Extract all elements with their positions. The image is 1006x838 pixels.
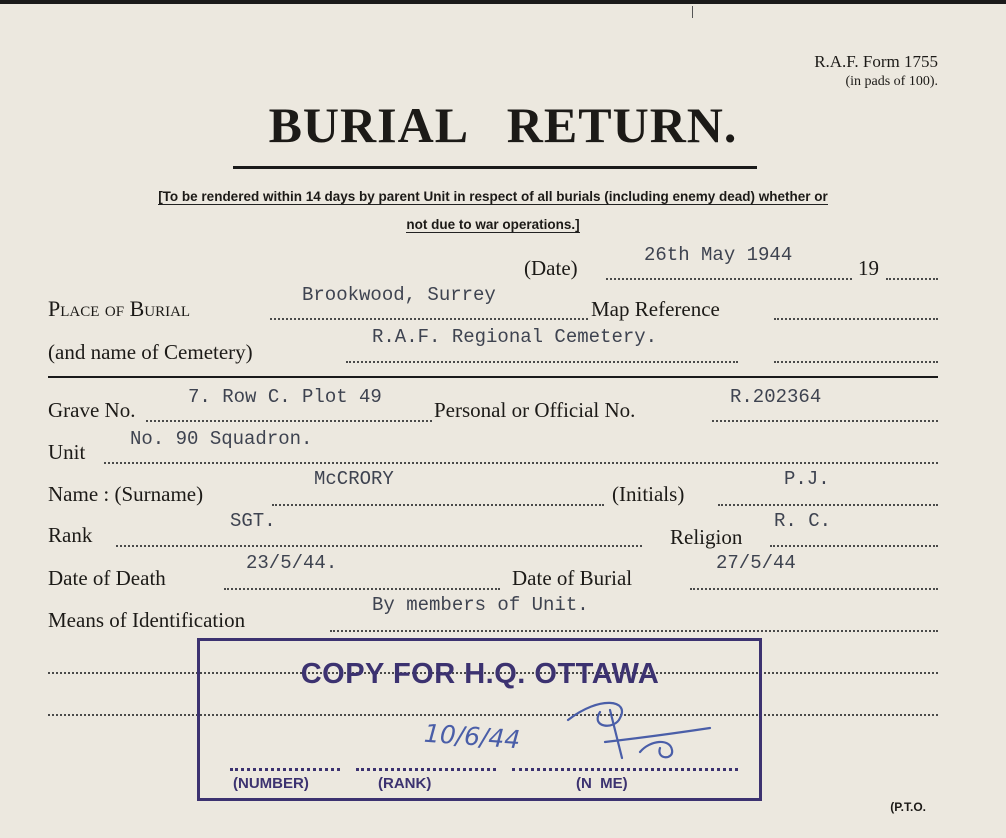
religion-label: Religion <box>670 525 743 549</box>
cemetery-dots-right <box>774 361 938 363</box>
date-of-death-value: 23/5/44. <box>246 552 338 574</box>
date-of-burial-label: Date of Burial <box>512 566 633 590</box>
name-stamp-dots <box>512 768 738 771</box>
stamp-title: COPY FOR H.Q. OTTAWA <box>300 658 660 690</box>
rank-stamp-dots <box>356 768 496 771</box>
unit-value: No. 90 Squadron. <box>130 428 313 450</box>
religion-value: R. C. <box>774 510 832 532</box>
surname-dots <box>272 504 604 506</box>
date-of-burial-value: 27/5/44 <box>716 552 796 574</box>
personal-no-dots <box>712 420 938 422</box>
surname-label: Name : (Surname) <box>48 482 204 506</box>
handwritten-date: 10/6/44 <box>423 718 522 755</box>
form-pads-note: (in pads of 100). <box>845 74 938 89</box>
pto-note: (P.T.O. <box>890 800 926 814</box>
surname-value: McCRORY <box>314 468 394 490</box>
stamp-number-label: (NUMBER) <box>233 775 309 792</box>
unit-dots <box>104 462 938 464</box>
initials-dots <box>718 504 938 506</box>
stamp-name-label: (N ME) <box>576 775 628 792</box>
date-value: 26th May 1944 <box>644 244 793 266</box>
identification-label: Means of Identification <box>48 608 246 632</box>
unit-label: Unit <box>48 440 86 464</box>
instruction-line-1: [To be rendered within 14 days by parent Unit in respect of all burials (including enemy dead) whether or <box>158 189 828 204</box>
rank-value: SGT. <box>230 510 276 532</box>
form-number-block <box>814 52 938 92</box>
form-number: R.A.F. Form 1755 <box>814 52 938 71</box>
edge-mark <box>692 6 693 18</box>
cemetery-value: R.A.F. Regional Cemetery. <box>372 326 658 348</box>
grave-no-value: 7. Row C. Plot 49 <box>188 386 382 408</box>
date-of-burial-dots <box>690 588 938 590</box>
personal-no-label: Personal or Official No. <box>434 398 636 422</box>
page-title: BURIAL RETURN. <box>268 97 738 153</box>
map-reference-dots <box>774 318 938 320</box>
stamp-rank-label: (RANK) <box>378 775 432 792</box>
religion-dots <box>770 545 938 547</box>
personal-no-value: R.202364 <box>730 386 822 408</box>
place-of-burial-label: Place of Burial <box>48 296 191 321</box>
top-border <box>0 0 1006 4</box>
handwritten-signature <box>560 690 720 770</box>
instruction-line-2: not due to war operations.] <box>406 217 580 232</box>
initials-label: (Initials) <box>612 482 685 506</box>
place-of-burial-value: Brookwood, Surrey <box>302 284 496 306</box>
section-divider <box>48 376 938 378</box>
date-of-death-label: Date of Death <box>48 566 166 590</box>
date-label: (Date) <box>524 256 578 280</box>
year-label: 19 <box>858 256 879 280</box>
year-dots <box>886 278 938 280</box>
cemetery-label: (and name of Cemetery) <box>48 340 253 364</box>
date-dots <box>606 278 852 280</box>
date-of-death-dots <box>224 588 500 590</box>
grave-no-dots <box>146 420 432 422</box>
rank-label: Rank <box>48 523 93 547</box>
map-reference-label: Map Reference <box>591 297 720 321</box>
number-dots <box>230 768 340 771</box>
grave-no-label: Grave No. <box>48 398 136 422</box>
rank-dots <box>116 545 642 547</box>
identification-value: By members of Unit. <box>372 594 589 616</box>
title-underline <box>233 166 757 169</box>
identification-dots <box>330 630 938 632</box>
instruction-text <box>48 183 938 239</box>
cemetery-dots <box>346 361 738 363</box>
initials-value: P.J. <box>784 468 830 490</box>
place-dots <box>270 318 588 320</box>
